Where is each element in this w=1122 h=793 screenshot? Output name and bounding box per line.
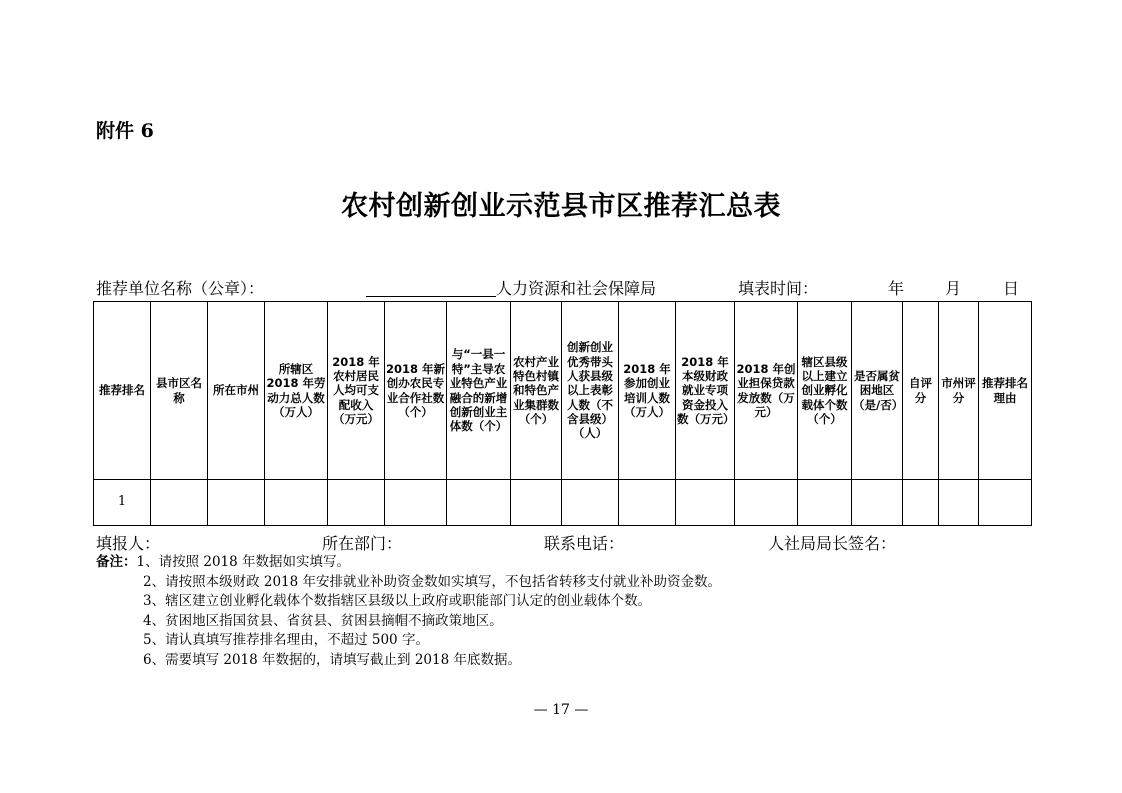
column-header: 所在市州 — [208, 302, 265, 480]
column-header: 推荐排名理由 — [979, 302, 1032, 480]
unit-value: 人力资源和社会保障局 — [496, 279, 657, 298]
column-header: 自评分 — [903, 302, 939, 480]
table-cell[interactable] — [903, 480, 939, 526]
unit-label: 推荐单位名称（公章）： — [96, 279, 265, 298]
column-header: 2018 年参加创业培训人数（万人） — [619, 302, 676, 480]
department-label: 所在部门： — [322, 534, 403, 553]
month-label: 月 — [945, 279, 962, 298]
table-row — [94, 480, 1032, 526]
table-cell[interactable] — [562, 480, 619, 526]
table-cell[interactable] — [979, 480, 1032, 526]
table-cell[interactable] — [328, 480, 385, 526]
note-item: 2、请按照本级财政 2018 年安排就业补助资金数如实填写，不包括省转移支付就业补助资金数。 — [143, 573, 722, 590]
note-item: 1、请按照 2018 年数据如实填写。 — [136, 554, 351, 570]
unit-seal-blank[interactable] — [366, 276, 496, 297]
table-cell[interactable] — [735, 480, 798, 526]
column-header: 创新创业优秀带头人获县级以上表彰人数（不含县级）（人） — [562, 302, 619, 480]
table-cell[interactable] — [511, 480, 562, 526]
table-cell: 1 — [94, 480, 151, 526]
phone-label: 联系电话： — [544, 534, 625, 553]
table-cell[interactable] — [265, 480, 328, 526]
header-info — [96, 276, 1036, 300]
note-item: 5、请认真填写推荐排名理由，不超过 500 字。 — [143, 632, 429, 648]
column-header: 是否属贫困地区（是/否） — [852, 302, 903, 480]
day-label: 日 — [1003, 279, 1020, 298]
notes-title: 备注： — [96, 554, 137, 570]
attachment-label: 附件 6 — [96, 120, 154, 142]
page-title: 农村创新创业示范县市区推荐汇总表 — [341, 191, 781, 222]
page-number: — 17 — — [533, 702, 589, 718]
column-header: 2018 年农村居民人均可支配收入（万元） — [328, 302, 385, 480]
column-header: 市州评分 — [939, 302, 979, 480]
note-item: 6、需要填写 2018 年数据的，请填写截止到 2018 年底数据。 — [143, 651, 521, 668]
filler-label: 填报人： — [96, 534, 161, 553]
summary-table — [93, 301, 1032, 526]
table-cell[interactable] — [208, 480, 265, 526]
column-header: 2018 年本级财政就业专项资金投入数（万元） — [676, 302, 735, 480]
year-label: 年 — [888, 279, 905, 298]
table-cell[interactable] — [852, 480, 903, 526]
table-cell[interactable] — [676, 480, 735, 526]
column-header: 辖区县级以上建立创业孵化载体个数（个） — [798, 302, 852, 480]
date-label: 填表时间： — [738, 279, 819, 298]
column-header: 与“一县一特”主导农业特色产业融合的新增创新创业主体数（个） — [447, 302, 511, 480]
notes — [96, 553, 721, 670]
column-header: 农村产业特色村镇和特色产业集群数（个） — [511, 302, 562, 480]
column-header: 推荐排名 — [94, 302, 151, 480]
table-cell[interactable] — [385, 480, 447, 526]
column-header: 2018 年新创办农民专业合作社数（个） — [385, 302, 447, 480]
column-header: 县市区名称 — [151, 302, 208, 480]
table-cell[interactable] — [151, 480, 208, 526]
table-cell[interactable] — [798, 480, 852, 526]
column-header: 2018 年创业担保贷款发放数（万元） — [735, 302, 798, 480]
signature-row — [96, 531, 1036, 553]
table-cell[interactable] — [939, 480, 979, 526]
note-item: 3、辖区建立创业孵化载体个数指辖区县级以上政府或职能部门认定的创业载体个数。 — [143, 593, 652, 609]
director-signature-label: 人社局局长签名： — [768, 534, 897, 553]
note-item: 4、贫困地区指国贫县、省贫县、贫困县摘帽不摘政策地区。 — [143, 612, 503, 629]
column-header: 所辖区2018 年劳动力总人数（万人） — [265, 302, 328, 480]
table-cell[interactable] — [447, 480, 511, 526]
table-cell[interactable] — [619, 480, 676, 526]
table-header-row — [94, 302, 1032, 480]
